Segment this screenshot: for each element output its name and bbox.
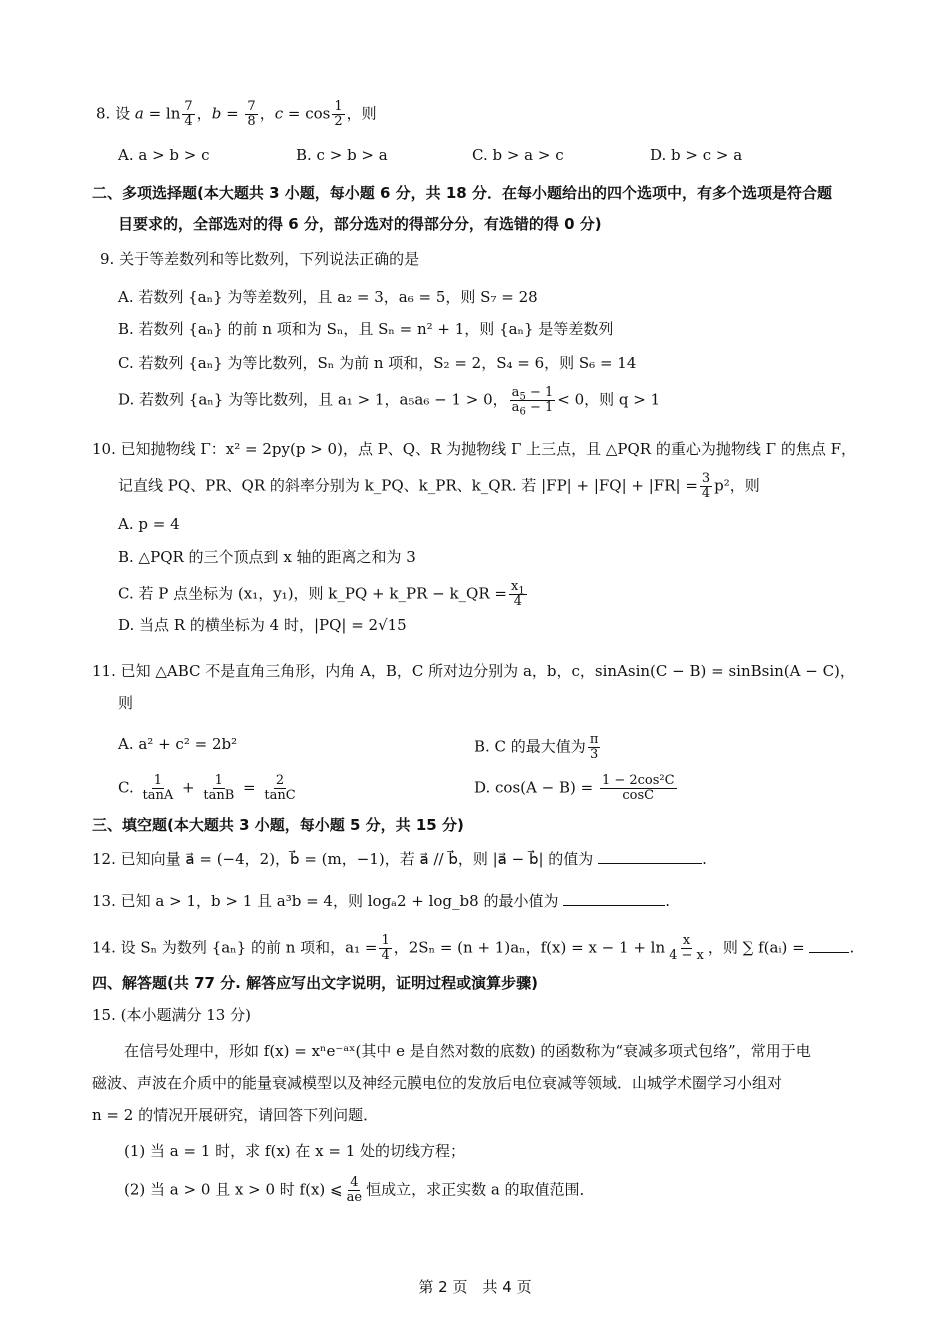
- q8-option-c: C. b > a > c: [472, 146, 564, 164]
- fraction: $\frac{7}{4}$: [184, 99, 193, 129]
- fraction: $\frac{a_5 - 1}{a_6 - 1}$: [511, 385, 554, 418]
- q11-stem-cont: 则: [118, 694, 134, 712]
- q11-option-b: B. C 的最大值为 $\frac{\pi}{3}$: [474, 732, 599, 762]
- q14-stem: 14. 设 Sₙ 为数列 {aₙ} 的前 n 项和，a₁ = $\frac{1}{4}$ ，2Sₙ = (n + 1)aₙ，f(x) = x − 1 + ln $\frac{x}{4 - x}$ ，则 ∑ f(aᵢ) = .: [92, 933, 855, 963]
- q15-paragraph-1: 在信号处理中，形如 f(x) = xⁿe⁻ᵃˣ(其中 e 是自然对数的底数) 的函数称为“衰减多项式包络”，常用于电: [124, 1042, 811, 1060]
- q8-option-b: B. c > b > a: [296, 146, 388, 164]
- fraction: $\frac{x}{4 - x}$: [669, 933, 704, 963]
- q9-option-c: C. 若数列 {aₙ} 为等比数列，Sₙ 为前 n 项和，S₂ = 2，S₄ = 6，则 S₆ = 14: [118, 354, 637, 372]
- section2-title-cont: 目要求的，全部选对的得 6 分，部分选对的得部分分，有选错的得 0 分): [118, 215, 602, 233]
- fraction: $\frac{7}{8}$: [247, 99, 256, 129]
- q15-sub-1: (1) 当 a = 1 时，求 f(x) 在 x = 1 处的切线方程；: [124, 1142, 466, 1160]
- fraction: $\frac{1}{\tan B}$: [203, 773, 235, 803]
- fraction: $\frac{4}{ae}$: [346, 1175, 363, 1205]
- q15-paragraph-3: n = 2 的情况开展研究，请回答下列问题．: [92, 1106, 379, 1124]
- fraction: $\frac{1}{2}$: [334, 99, 343, 129]
- section4-title: 四、解答题(共 77 分. 解答应写出文字说明，证明过程或演算步骤): [92, 974, 538, 992]
- q8-stem: 8. 设 a = ln $\frac{7}{4}$ ，b = $\frac{7}{8}$ ，c = cos $\frac{1}{2}$ ，则: [96, 99, 377, 129]
- q13-stem: 13. 已知 a > 1，b > 1 且 a³b = 4，则 logₐ2 + log_b8 的最小值为 .: [92, 892, 671, 910]
- answer-blank[interactable]: [598, 849, 702, 864]
- q9-option-b: B. 若数列 {aₙ} 的前 n 项和为 Sₙ，且 Sₙ = n² + 1，则 {aₙ} 是等差数列: [118, 320, 614, 338]
- q8-option-a: A. a > b > c: [118, 146, 210, 164]
- q9-option-a: A. 若数列 {aₙ} 为等差数列，且 a₂ = 3，a₆ = 5，则 S₇ = 28: [118, 288, 538, 306]
- q10-option-a: A. p = 4: [118, 515, 180, 533]
- q11-option-c: C. $\frac{1}{\tan A}$ + $\frac{1}{\tan B}$ = $\frac{2}{\tan C}$: [118, 773, 296, 803]
- fraction: $\frac{2}{\tan C}$: [264, 773, 296, 803]
- fraction: $\frac{\text{1 − 2cos²C}}{\cos C}$: [601, 773, 675, 803]
- q11-stem: 11. 已知 △ABC 不是直角三角形，内角 A，B，C 所对边分别为 a，b，c，sinAsin(C − B) = sinBsin(A − C)，: [92, 662, 855, 680]
- q10-option-c: C. 若 P 点坐标为 (x₁，y₁)，则 k_PQ + k_PR − k_QR = $\frac{x_1}{4}$: [118, 579, 525, 609]
- q15-sub-2: (2) 当 a > 0 且 x > 0 时 f(x) ⩽ $\frac{4}{ae}$ 恒成立，求正实数 a 的取值范围．: [124, 1175, 595, 1205]
- q11-option-d: D. cos(A − B) = $\frac{\text{1 − 2cos²C}}{\cos C}$: [474, 773, 675, 803]
- q11-option-a: A. a² + c² = 2b²: [118, 735, 238, 753]
- fraction: $\frac{3}{4}$: [701, 471, 711, 501]
- fraction: $\frac{1}{\tan A}$: [142, 773, 174, 803]
- q10-stem: 10. 已知抛物线 Γ：x² = 2py(p > 0)，点 P、Q、R 为抛物线 Γ 上三点，且 △PQR 的重心为抛物线 Γ 的焦点 F，: [92, 440, 856, 458]
- section3-title: 三、填空题(本大题共 3 小题，每小题 5 分，共 15 分): [92, 816, 464, 834]
- q12-stem: 12. 已知向量 a⃗ = (−4，2)，b⃗ = (m，−1)，若 a⃗ // b⃗，则 |a⃗ − b⃗| 的值为 .: [92, 850, 707, 868]
- fraction: $\frac{1}{4}$: [381, 933, 390, 963]
- q10-option-d: D. 当点 R 的横坐标为 4 时，|PQ| = 2√15: [118, 616, 407, 634]
- fraction: $\frac{\pi}{3}$: [589, 732, 599, 762]
- q15-head: 15. (本小题满分 13 分): [92, 1006, 251, 1024]
- page-footer: 第 2 页 共 4 页: [418, 1278, 532, 1296]
- q10-stem-cont: 记直线 PQ、PR、QR 的斜率分别为 k_PQ、k_PR、k_QR. 若 |FP| + |FQ| + |FR| = $\frac{3}{4}$ p²，则: [118, 471, 760, 501]
- q15-paragraph-2: 磁波、声波在介质中的能量衰减模型以及神经元膜电位的发放后电位衰减等领域．山城学术圈学习小组对: [92, 1074, 783, 1092]
- answer-blank[interactable]: [809, 938, 849, 953]
- q10-option-b: B. △PQR 的三个顶点到 x 轴的距离之和为 3: [118, 548, 416, 566]
- answer-blank[interactable]: [563, 891, 665, 906]
- fraction: $\frac{x_1}{4}$: [511, 579, 525, 609]
- q9-stem: 9. 关于等差数列和等比数列，下列说法正确的是: [100, 250, 420, 268]
- q8-option-d: D. b > c > a: [650, 146, 743, 164]
- section2-title: 二、多项选择题(本大题共 3 小题，每小题 6 分，共 18 分．在每小题给出的四个选项中，有多个选项是符合题: [92, 184, 832, 202]
- q9-option-d: D. 若数列 {aₙ} 为等比数列，且 a₁ > 1，a₅a₆ − 1 > 0， $\frac{a_5 - 1}{a_6 - 1}$ < 0，则 q > 1: [118, 385, 661, 418]
